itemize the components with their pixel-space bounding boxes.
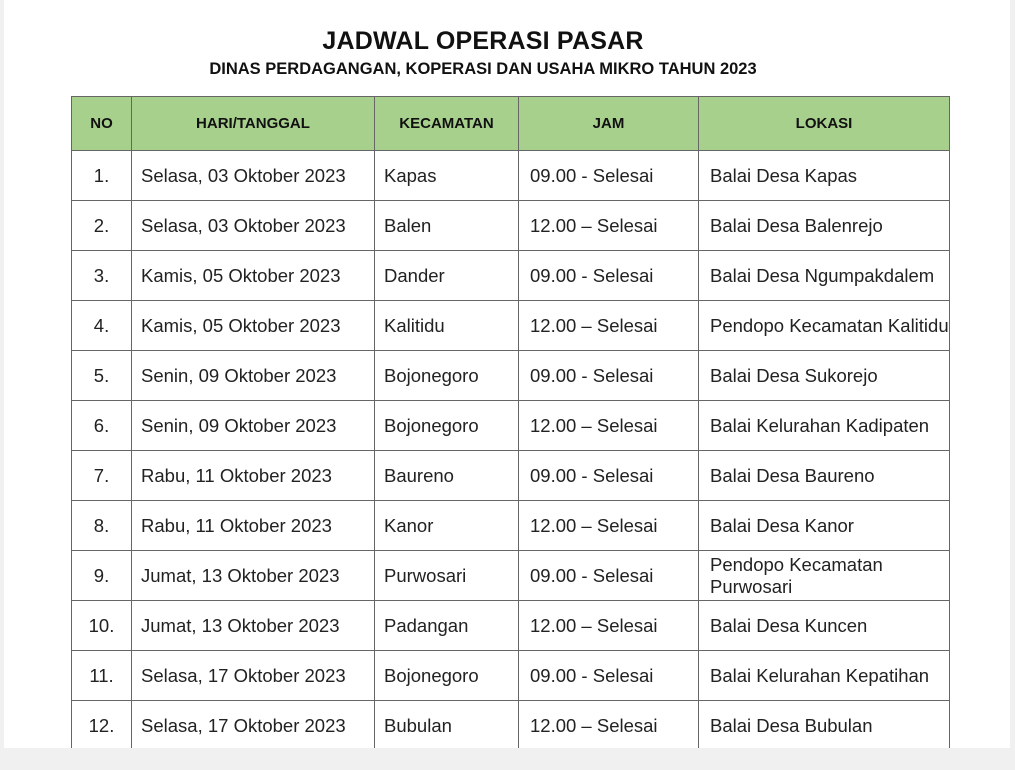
document-page (4, 0, 1010, 748)
row-date: Kamis, 05 Oktober 2023 (132, 301, 375, 351)
table-row (72, 451, 950, 501)
row-time: 09.00 - Selesai (519, 351, 699, 401)
document-title: JADWAL OPERASI PASAR (322, 27, 644, 55)
row-time: 12.00 – Selesai (519, 201, 699, 251)
row-number: 12. (72, 701, 132, 749)
table-row (72, 551, 950, 601)
row-kecamatan: Kalitidu (375, 301, 519, 351)
row-kecamatan: Kanor (375, 501, 519, 551)
row-location: Balai Desa Balenrejo (699, 201, 950, 251)
table-row (72, 151, 950, 201)
row-time: 09.00 - Selesai (519, 551, 699, 601)
row-number: 7. (72, 451, 132, 501)
row-kecamatan: Bojonegoro (375, 651, 519, 701)
row-number: 5. (72, 351, 132, 401)
header-hari-tanggal: HARI/TANGGAL (132, 97, 375, 151)
row-time: 12.00 – Selesai (519, 701, 699, 749)
row-date: Senin, 09 Oktober 2023 (132, 351, 375, 401)
row-number: 4. (72, 301, 132, 351)
row-location: Balai Desa Kapas (699, 151, 950, 201)
row-number: 2. (72, 201, 132, 251)
header-no: NO (72, 97, 132, 151)
row-date: Selasa, 03 Oktober 2023 (132, 151, 375, 201)
row-time: 12.00 – Selesai (519, 401, 699, 451)
row-number: 11. (72, 651, 132, 701)
header-kecamatan: KECAMATAN (375, 97, 519, 151)
table-header-row (72, 97, 950, 151)
header-jam: JAM (519, 97, 699, 151)
row-kecamatan: Baureno (375, 451, 519, 501)
row-kecamatan: Bojonegoro (375, 401, 519, 451)
table-row (72, 401, 950, 451)
row-time: 12.00 – Selesai (519, 301, 699, 351)
row-time: 09.00 - Selesai (519, 451, 699, 501)
row-date: Selasa, 17 Oktober 2023 (132, 701, 375, 749)
document-subtitle: DINAS PERDAGANGAN, KOPERASI DAN USAHA MIKRO TAHUN 2023 (209, 60, 757, 78)
row-location: Pendopo Kecamatan Kalitidu (699, 301, 950, 351)
table-body (72, 151, 950, 749)
table-row (72, 651, 950, 701)
table-row (72, 201, 950, 251)
table-row (72, 601, 950, 651)
row-location: Balai Desa Ngumpakdalem (699, 251, 950, 301)
row-number: 8. (72, 501, 132, 551)
row-date: Rabu, 11 Oktober 2023 (132, 451, 375, 501)
row-number: 6. (72, 401, 132, 451)
row-location: Balai Desa Sukorejo (699, 351, 950, 401)
row-date: Kamis, 05 Oktober 2023 (132, 251, 375, 301)
row-kecamatan: Padangan (375, 601, 519, 651)
row-kecamatan: Purwosari (375, 551, 519, 601)
row-time: 09.00 - Selesai (519, 251, 699, 301)
schedule-table-container (71, 96, 950, 748)
row-location: Balai Kelurahan Kadipaten (699, 401, 950, 451)
row-number: 1. (72, 151, 132, 201)
header-lokasi: LOKASI (699, 97, 950, 151)
row-kecamatan: Bubulan (375, 701, 519, 749)
table-row (72, 701, 950, 749)
row-location: Balai Desa Kuncen (699, 601, 950, 651)
table-row (72, 301, 950, 351)
schedule-table (71, 96, 950, 748)
row-date: Rabu, 11 Oktober 2023 (132, 501, 375, 551)
row-date: Selasa, 03 Oktober 2023 (132, 201, 375, 251)
row-kecamatan: Dander (375, 251, 519, 301)
table-row (72, 351, 950, 401)
row-date: Selasa, 17 Oktober 2023 (132, 651, 375, 701)
row-location: Pendopo Kecamatan Purwosari (699, 551, 950, 601)
row-date: Senin, 09 Oktober 2023 (132, 401, 375, 451)
row-kecamatan: Balen (375, 201, 519, 251)
row-location: Balai Kelurahan Kepatihan (699, 651, 950, 701)
row-kecamatan: Bojonegoro (375, 351, 519, 401)
row-time: 12.00 – Selesai (519, 501, 699, 551)
row-number: 3. (72, 251, 132, 301)
row-number: 9. (72, 551, 132, 601)
bottom-margin (0, 748, 1015, 770)
row-time: 09.00 - Selesai (519, 651, 699, 701)
row-kecamatan: Kapas (375, 151, 519, 201)
row-time: 12.00 – Selesai (519, 601, 699, 651)
table-row (72, 251, 950, 301)
row-time: 09.00 - Selesai (519, 151, 699, 201)
row-date: Jumat, 13 Oktober 2023 (132, 551, 375, 601)
row-location: Balai Desa Kanor (699, 501, 950, 551)
row-number: 10. (72, 601, 132, 651)
row-location: Balai Desa Bubulan (699, 701, 950, 749)
row-date: Jumat, 13 Oktober 2023 (132, 601, 375, 651)
row-location: Balai Desa Baureno (699, 451, 950, 501)
table-row (72, 501, 950, 551)
